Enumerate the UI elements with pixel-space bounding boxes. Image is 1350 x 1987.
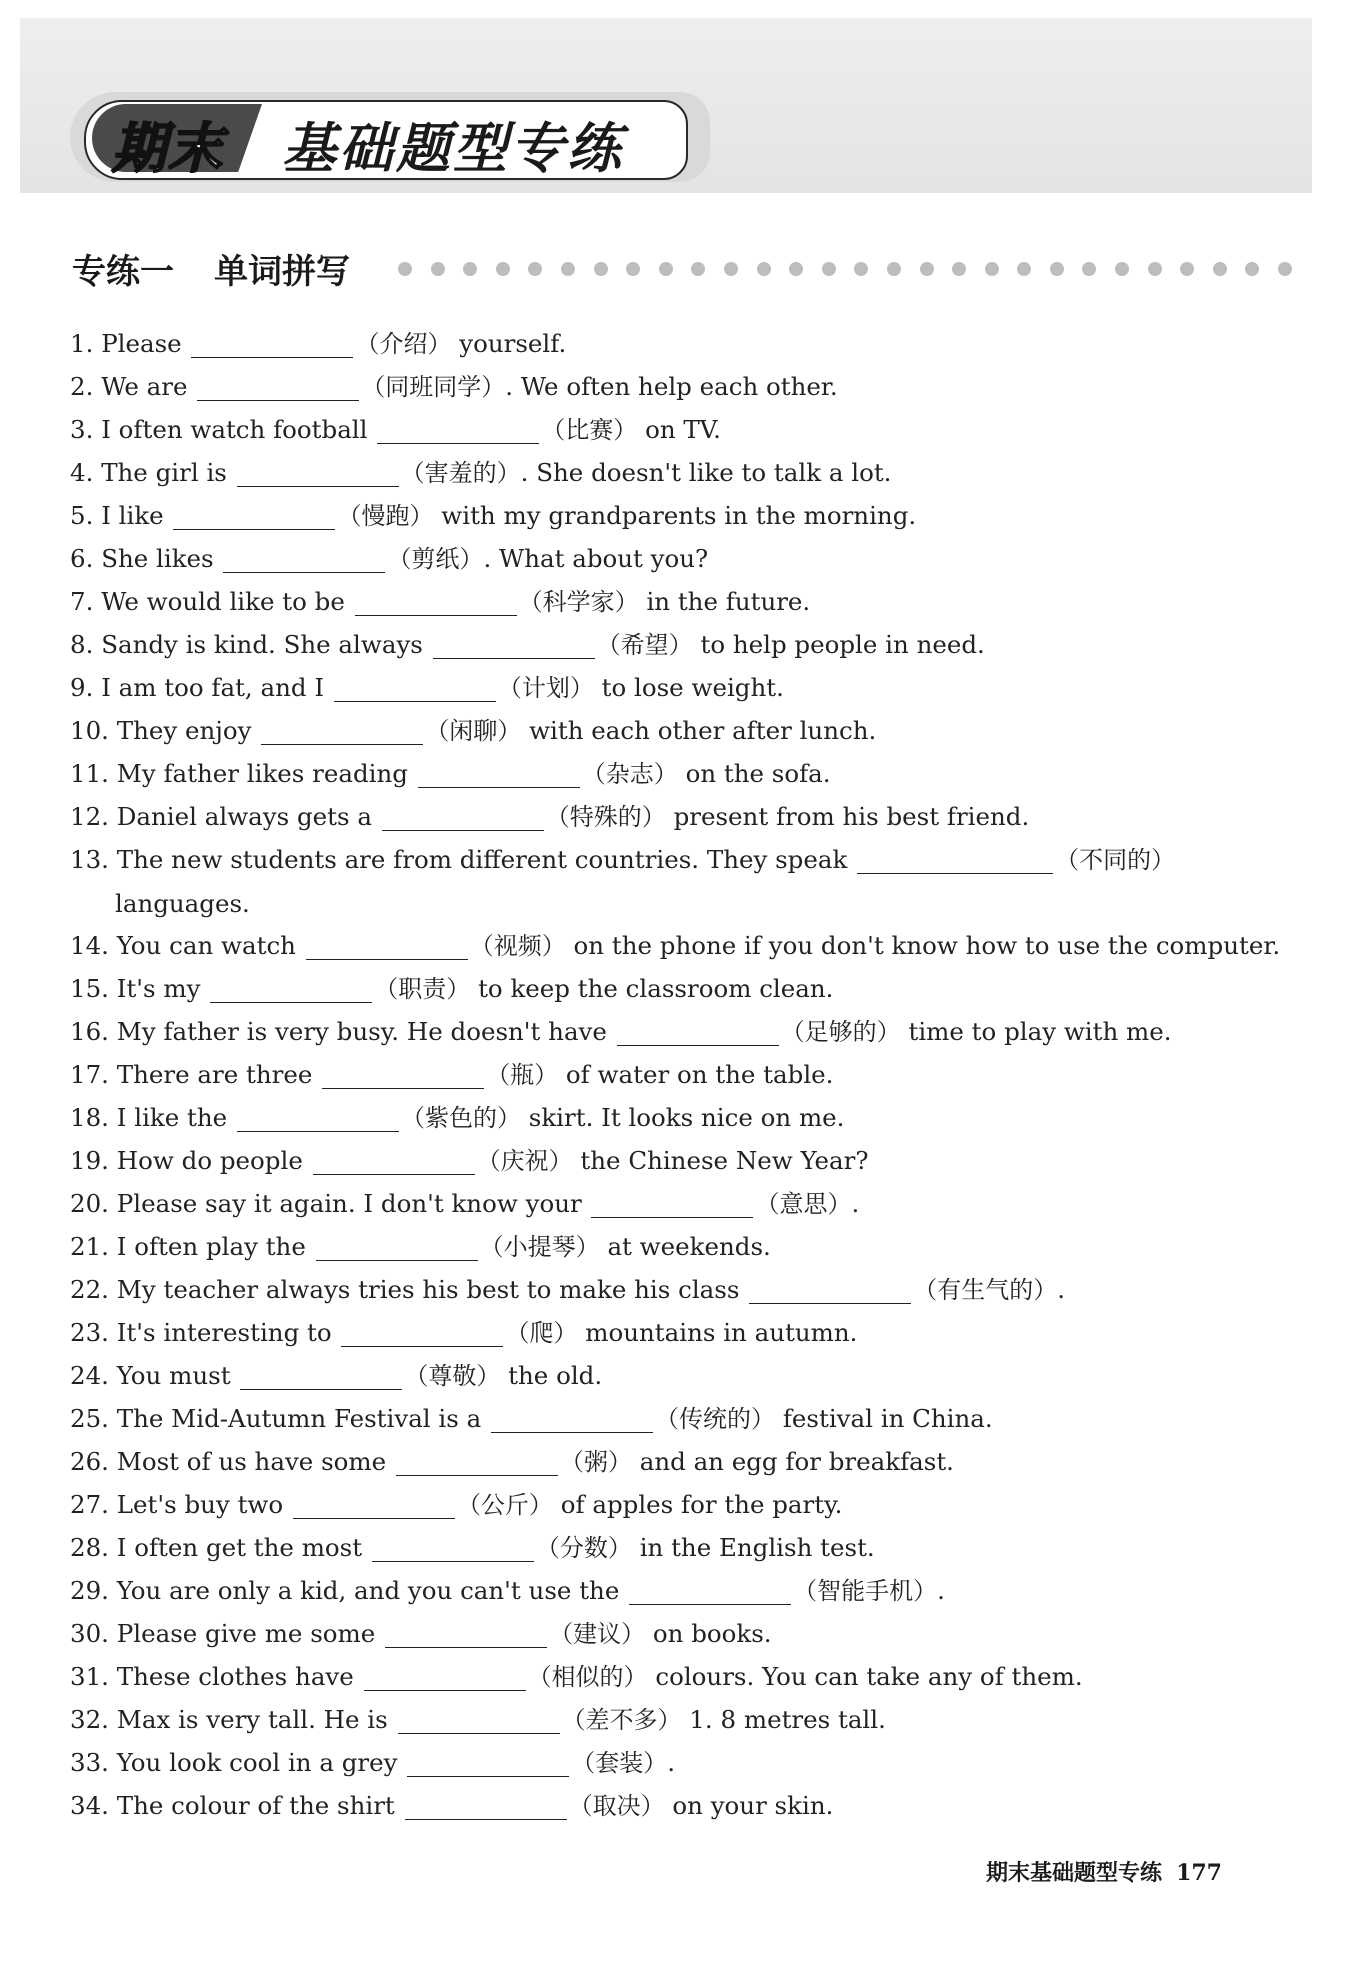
- question-item: [70, 1526, 1230, 1569]
- divider-dot: [1245, 262, 1259, 276]
- chinese-hint: （公斤）: [456, 1491, 553, 1519]
- question-item: [70, 1182, 1230, 1225]
- question-text-after: in the English test.: [639, 1533, 875, 1562]
- question-item: [70, 1354, 1230, 1397]
- answer-blank[interactable]: [382, 800, 544, 831]
- question-text-before: I like: [101, 501, 164, 530]
- answer-blank[interactable]: [377, 413, 539, 444]
- answer-blank[interactable]: [322, 1058, 484, 1089]
- question-text-after: to lose weight.: [601, 673, 784, 702]
- question-item: [70, 1268, 1230, 1311]
- question-number: 16.: [70, 1017, 109, 1046]
- answer-blank[interactable]: [173, 499, 335, 530]
- question-text-after: with each other after lunch.: [529, 716, 877, 745]
- question-item: [70, 322, 1230, 365]
- divider-dot: [920, 262, 934, 276]
- answer-blank[interactable]: [306, 929, 468, 960]
- question-number: 22.: [70, 1275, 109, 1304]
- question-number: 17.: [70, 1060, 109, 1089]
- chinese-hint: （视频）: [469, 932, 566, 960]
- question-text-after: skirt. It looks nice on me.: [528, 1103, 845, 1132]
- question-text-after: . We often help each other.: [505, 372, 838, 401]
- question-text-after: on the phone if you don't know how to use the computer.: [573, 931, 1281, 960]
- question-number: 32.: [70, 1705, 109, 1734]
- divider-dot: [1180, 262, 1194, 276]
- question-text-after: 1. 8 metres tall.: [689, 1705, 886, 1734]
- chinese-hint: （小提琴）: [479, 1233, 600, 1261]
- answer-blank[interactable]: [591, 1187, 753, 1218]
- chinese-hint: （杂志）: [581, 760, 678, 788]
- divider-dot: [854, 262, 868, 276]
- chinese-hint: （套装）: [571, 1749, 668, 1777]
- divider-dot: [1050, 262, 1064, 276]
- answer-blank[interactable]: [405, 1789, 567, 1820]
- question-item: [70, 408, 1230, 451]
- question-text-after: the old.: [508, 1361, 603, 1390]
- question-number: 9.: [70, 673, 94, 702]
- question-number: 19.: [70, 1146, 109, 1175]
- chinese-hint: （相似的）: [527, 1663, 648, 1691]
- divider-dot: [398, 262, 412, 276]
- question-number: 34.: [70, 1791, 109, 1820]
- divider-dot: [1017, 262, 1031, 276]
- divider-dot: [1213, 262, 1227, 276]
- answer-blank[interactable]: [407, 1746, 569, 1777]
- answer-blank[interactable]: [223, 542, 385, 573]
- question-number: 30.: [70, 1619, 109, 1648]
- divider-dot: [594, 262, 608, 276]
- footer-label: 期末基础题型专练: [986, 1861, 1163, 1886]
- question-text-before: I often get the most: [116, 1533, 363, 1562]
- question-text-before: Please say it again. I don't know your: [116, 1189, 582, 1218]
- dot-divider: [398, 262, 1318, 278]
- question-text-before: My father is very busy. He doesn't have: [116, 1017, 607, 1046]
- question-item: [70, 1311, 1230, 1354]
- divider-dot: [1148, 262, 1162, 276]
- answer-blank[interactable]: [240, 1359, 402, 1390]
- question-text-before: We would like to be: [101, 587, 345, 616]
- question-item: [70, 623, 1230, 666]
- divider-dot: [985, 262, 999, 276]
- chinese-hint: （智能手机）: [793, 1577, 938, 1605]
- answer-blank[interactable]: [237, 456, 399, 487]
- question-number: 1.: [70, 329, 94, 358]
- question-text-before: My teacher always tries his best to make his class: [116, 1275, 740, 1304]
- question-item: [70, 365, 1230, 408]
- question-text-after: on TV.: [645, 415, 721, 444]
- question-text-after: . What about you?: [483, 544, 709, 573]
- question-text-continued: languages.: [115, 889, 250, 918]
- divider-dot: [1278, 262, 1292, 276]
- section-title: 单词拼写: [214, 252, 350, 292]
- question-number: 6.: [70, 544, 94, 573]
- question-text-after: on the sofa.: [685, 759, 831, 788]
- question-item: [70, 1612, 1230, 1655]
- answer-blank[interactable]: [372, 1531, 534, 1562]
- chinese-hint: （意思）: [755, 1190, 852, 1218]
- question-item: [70, 1139, 1230, 1182]
- section-number: 专练一: [72, 252, 174, 292]
- question-text-after: the Chinese New Year?: [580, 1146, 869, 1175]
- question-text-after: . She doesn't like to talk a lot.: [520, 458, 892, 487]
- chinese-hint: （分数）: [535, 1534, 632, 1562]
- question-number: 13.: [70, 845, 109, 874]
- answer-blank[interactable]: [398, 1703, 560, 1734]
- question-item: [70, 1010, 1230, 1053]
- chinese-hint: （取决）: [568, 1792, 665, 1820]
- question-item: [70, 1096, 1230, 1139]
- question-text-after: at weekends.: [607, 1232, 771, 1261]
- question-list: [70, 322, 1281, 1827]
- question-text-before: Max is very tall. He is: [116, 1705, 388, 1734]
- answer-blank[interactable]: [316, 1230, 478, 1261]
- question-number: 24.: [70, 1361, 109, 1390]
- question-text-after: on your skin.: [672, 1791, 834, 1820]
- question-item: [70, 924, 1281, 967]
- answer-blank[interactable]: [341, 1316, 503, 1347]
- question-text-before: Most of us have some: [116, 1447, 387, 1476]
- chinese-hint: （有生气的）: [913, 1276, 1058, 1304]
- chinese-hint: （爬）: [505, 1319, 578, 1347]
- question-text-before: You can watch: [116, 931, 296, 960]
- divider-dot: [789, 262, 803, 276]
- banner-title: 基础题型专练: [282, 117, 624, 180]
- question-text-before: Let's buy two: [116, 1490, 284, 1519]
- question-item: [70, 1440, 1230, 1483]
- question-text-after: .: [851, 1189, 860, 1218]
- question-item: [70, 494, 1230, 537]
- question-number: 7.: [70, 587, 94, 616]
- question-text-after: present from his best friend.: [673, 802, 1030, 831]
- question-item: [70, 709, 1230, 752]
- question-item: [70, 1698, 1230, 1741]
- question-number: 14.: [70, 931, 109, 960]
- divider-dot: [528, 262, 542, 276]
- question-text-before: The colour of the shirt: [116, 1791, 395, 1820]
- chinese-hint: （庆祝）: [476, 1147, 573, 1175]
- question-item: [70, 752, 1230, 795]
- question-number: 21.: [70, 1232, 109, 1261]
- question-text-after: time to play with me.: [908, 1017, 1172, 1046]
- answer-blank[interactable]: [197, 370, 359, 401]
- question-number: 12.: [70, 802, 109, 831]
- chinese-hint: （职责）: [374, 975, 471, 1003]
- chinese-hint: （比赛）: [541, 416, 638, 444]
- question-text-before: You are only a kid, and you can't use the: [116, 1576, 620, 1605]
- chinese-hint: （慢跑）: [337, 502, 434, 530]
- question-text-before: She likes: [101, 544, 214, 573]
- question-item: [70, 795, 1230, 838]
- question-number: 33.: [70, 1748, 109, 1777]
- question-text-before: I like the: [116, 1103, 228, 1132]
- question-number: 29.: [70, 1576, 109, 1605]
- question-item: [70, 1655, 1230, 1698]
- question-text-before: The girl is: [101, 458, 227, 487]
- question-text-before: You look cool in a grey: [116, 1748, 398, 1777]
- answer-blank[interactable]: [749, 1273, 911, 1304]
- question-number: 28.: [70, 1533, 109, 1562]
- question-text-after: .: [937, 1576, 945, 1605]
- question-number: 10.: [70, 716, 109, 745]
- question-item: [70, 580, 1230, 623]
- question-item: [70, 666, 1230, 709]
- question-text-before: Please: [101, 329, 182, 358]
- question-text-before: I often watch football: [101, 415, 368, 444]
- answer-blank[interactable]: [355, 585, 517, 616]
- question-item: [70, 1483, 1230, 1526]
- question-item: [70, 1053, 1230, 1096]
- question-number: 31.: [70, 1662, 109, 1691]
- chinese-hint: （建议）: [549, 1620, 646, 1648]
- divider-dot: [1115, 262, 1129, 276]
- answer-blank[interactable]: [313, 1144, 475, 1175]
- divider-dot: [463, 262, 477, 276]
- question-item: [70, 537, 1230, 580]
- question-text-after: .: [1057, 1275, 1066, 1304]
- question-text-after: .: [667, 1748, 676, 1777]
- question-text-before: It's my: [116, 974, 201, 1003]
- question-text-before: The Mid-Autumn Festival is a: [116, 1404, 482, 1433]
- answer-blank[interactable]: [191, 327, 353, 358]
- chinese-hint: （不同的）: [1055, 846, 1176, 874]
- chinese-hint: （足够的）: [780, 1018, 901, 1046]
- chinese-hint: （科学家）: [518, 588, 639, 616]
- question-number: 3.: [70, 415, 94, 444]
- question-item: [70, 1225, 1230, 1268]
- page-number: 177: [1176, 1860, 1222, 1886]
- question-text-before: I often play the: [116, 1232, 306, 1261]
- answer-blank[interactable]: [237, 1101, 399, 1132]
- question-number: 26.: [70, 1447, 109, 1476]
- answer-blank[interactable]: [629, 1574, 791, 1605]
- question-text-before: How do people: [116, 1146, 303, 1175]
- divider-dot: [757, 262, 771, 276]
- chinese-hint: （传统的）: [655, 1405, 776, 1433]
- question-number: 8.: [70, 630, 94, 659]
- question-text-before: We are: [101, 372, 188, 401]
- chinese-hint: （差不多）: [561, 1706, 682, 1734]
- answer-blank[interactable]: [261, 714, 423, 745]
- answer-blank[interactable]: [617, 1015, 779, 1046]
- question-text-before: There are three: [116, 1060, 313, 1089]
- divider-dot: [887, 262, 901, 276]
- question-text-after: and an egg for breakfast.: [639, 1447, 954, 1476]
- answer-blank[interactable]: [364, 1660, 526, 1691]
- question-number: 20.: [70, 1189, 109, 1218]
- question-item: [70, 1397, 1230, 1440]
- section-heading: [72, 244, 350, 293]
- answer-blank[interactable]: [857, 843, 1053, 874]
- answer-blank[interactable]: [491, 1402, 653, 1433]
- question-number: 25.: [70, 1404, 109, 1433]
- question-text-before: Daniel always gets a: [116, 802, 372, 831]
- chinese-hint: （剪纸）: [387, 545, 484, 573]
- answer-blank[interactable]: [396, 1445, 558, 1476]
- chinese-hint: （害羞的）: [400, 459, 521, 487]
- chinese-hint: （闲聊）: [425, 717, 522, 745]
- question-text-before: It's interesting to: [116, 1318, 332, 1347]
- question-text-after: on books.: [652, 1619, 772, 1648]
- answer-blank[interactable]: [433, 628, 595, 659]
- chinese-hint: （介绍）: [355, 330, 452, 358]
- question-item: [70, 967, 1230, 1010]
- question-text-before: The new students are from different countries. They speak: [116, 845, 848, 874]
- answer-blank[interactable]: [210, 972, 372, 1003]
- chinese-hint: （特殊的）: [545, 803, 666, 831]
- banner-tag: 期末: [112, 117, 224, 180]
- question-text-before: They enjoy: [116, 716, 252, 745]
- question-text-before: My father likes reading: [116, 759, 408, 788]
- question-number: 18.: [70, 1103, 109, 1132]
- answer-blank[interactable]: [418, 757, 580, 788]
- question-number: 27.: [70, 1490, 109, 1519]
- divider-dot: [822, 262, 836, 276]
- divider-dot: [561, 262, 575, 276]
- question-number: 15.: [70, 974, 109, 1003]
- question-text-before: These clothes have: [116, 1662, 354, 1691]
- chinese-hint: （瓶）: [486, 1061, 559, 1089]
- divider-dot: [496, 262, 510, 276]
- divider-dot: [691, 262, 705, 276]
- divider-dot: [626, 262, 640, 276]
- chinese-hint: （粥）: [559, 1448, 632, 1476]
- question-text-after: colours. You can take any of them.: [655, 1662, 1083, 1691]
- answer-blank[interactable]: [334, 671, 496, 702]
- question-item: [70, 451, 1230, 494]
- chinese-hint: （计划）: [497, 674, 594, 702]
- chinese-hint: （尊敬）: [404, 1362, 501, 1390]
- page-footer: [986, 1856, 1222, 1887]
- question-text-after: of apples for the party.: [560, 1490, 843, 1519]
- question-text-after: to keep the classroom clean.: [478, 974, 834, 1003]
- chinese-hint: （紫色的）: [400, 1104, 521, 1132]
- question-number: 4.: [70, 458, 94, 487]
- divider-dot: [724, 262, 738, 276]
- answer-blank[interactable]: [293, 1488, 455, 1519]
- divider-dot: [659, 262, 673, 276]
- divider-dot: [1082, 262, 1096, 276]
- question-text-before: Sandy is kind. She always: [101, 630, 423, 659]
- question-text-after: with my grandparents in the morning.: [441, 501, 917, 530]
- question-text-after: of water on the table.: [565, 1060, 834, 1089]
- chinese-hint: （希望）: [596, 631, 693, 659]
- question-text-after: festival in China.: [782, 1404, 993, 1433]
- question-text-after: mountains in autumn.: [585, 1318, 858, 1347]
- question-text-before: I am too fat, and I: [101, 673, 325, 702]
- question-number: 11.: [70, 759, 109, 788]
- question-number: 2.: [70, 372, 94, 401]
- question-text-after: to help people in need.: [700, 630, 985, 659]
- question-number: 23.: [70, 1318, 109, 1347]
- answer-blank[interactable]: [385, 1617, 547, 1648]
- divider-dot: [952, 262, 966, 276]
- question-text-before: You must: [116, 1361, 231, 1390]
- chinese-hint: （同班同学）: [361, 373, 506, 401]
- question-text-before: Please give me some: [116, 1619, 376, 1648]
- question-number: 5.: [70, 501, 94, 530]
- question-item: [70, 1741, 1230, 1784]
- question-text-after: in the future.: [646, 587, 811, 616]
- question-item: [70, 1784, 1230, 1827]
- question-item: [70, 838, 1230, 924]
- divider-dot: [431, 262, 445, 276]
- question-text-after: yourself.: [459, 329, 567, 358]
- question-item: [70, 1569, 1230, 1612]
